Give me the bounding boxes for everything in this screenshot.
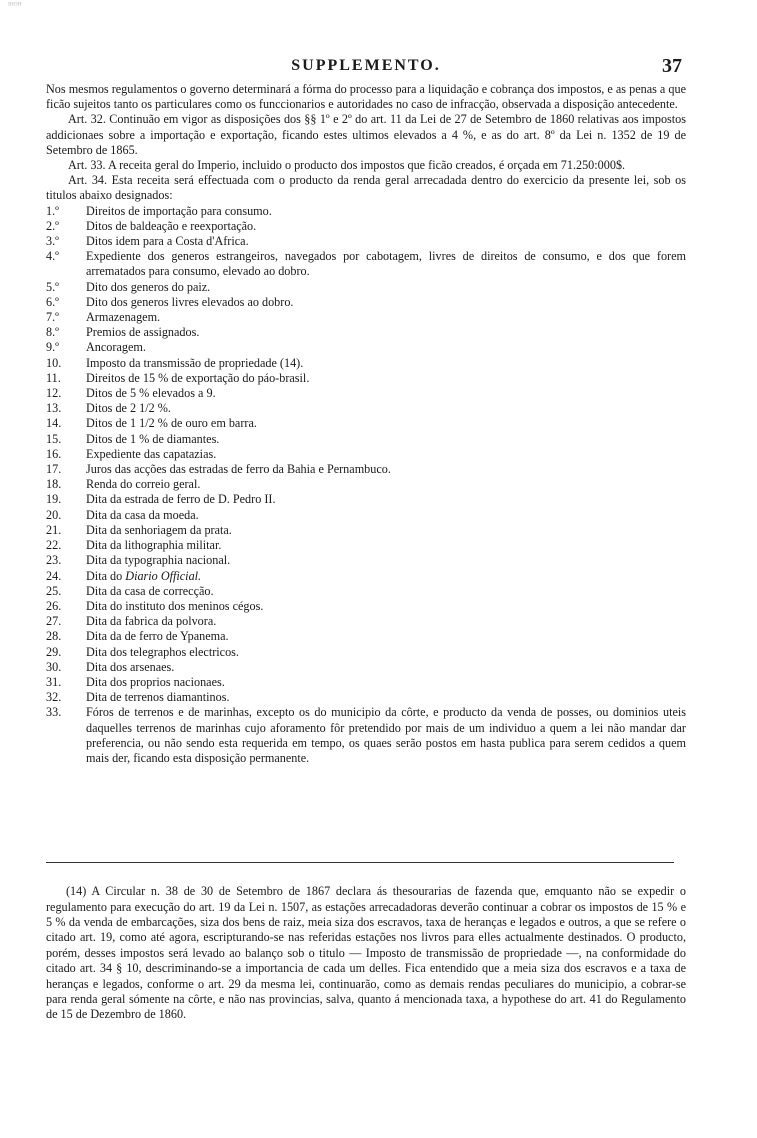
list-item [46, 599, 686, 614]
list-item [46, 234, 686, 249]
list-item [46, 614, 686, 629]
revenue-items-list [46, 204, 686, 767]
list-item-text [86, 584, 686, 599]
list-item-number: 10. [46, 355, 62, 370]
list-item-text [86, 675, 686, 690]
list-item-text [86, 310, 686, 325]
list-item-text-main: Armazenagem. [86, 310, 161, 325]
list-item-text [86, 614, 686, 629]
list-item-text-main: Ditos de 2 1/2 %. [86, 401, 171, 416]
list-item-text-main: Dita da senhoriagem da prata. [86, 522, 232, 537]
list-item [46, 401, 686, 416]
list-item-text [86, 477, 686, 492]
list-item-number: 5.º [46, 279, 59, 294]
list-item-text [86, 690, 686, 705]
list-item [46, 584, 686, 599]
paragraph-regulations: Nos mesmos regulamentos o governo determinará a fórma do processo para a liquidação e cobrança dos impostos, e as penas a que ficão sujeitos tanto os particulares como os funccionarios e autoridades no caso de infracção, observada a disposição antecedente. [46, 82, 686, 112]
list-item-text-main: Premios de assignados. [86, 325, 200, 340]
list-item-text-main: Dita da fabrica da polvora. [86, 614, 217, 629]
list-item-text [86, 569, 686, 584]
list-item-number: 33. [46, 705, 62, 720]
list-item-text [86, 599, 686, 614]
list-item-text [86, 416, 686, 431]
list-item-text-main: Dita dos proprios nacionaes. [86, 674, 225, 689]
list-item-text [86, 538, 686, 553]
list-item-number: 23. [46, 553, 62, 568]
list-item-number: 21. [46, 522, 62, 537]
list-item-text [86, 447, 686, 462]
list-item-text-main: Ditos de 1 1/2 % de ouro em barra. [86, 416, 257, 431]
list-item-text-main: Dita do [86, 568, 126, 583]
list-item-number: 2.º [46, 218, 59, 233]
list-item-number: 18. [46, 477, 62, 492]
list-item [46, 310, 686, 325]
list-item-text [86, 660, 686, 675]
list-item-text-main: Ancoragem. [86, 340, 146, 355]
list-item-number: 9.º [46, 340, 59, 355]
list-item [46, 371, 686, 386]
list-item-text-main: Juros das acções das estradas de ferro da Bahia e Pernambuco. [86, 462, 391, 477]
footnote-divider [46, 862, 674, 863]
list-item-text [86, 705, 686, 766]
list-item [46, 569, 686, 584]
list-item-number: 1.º [46, 203, 59, 218]
paragraph-art-33: Art. 33. A receita geral do Imperio, incluido o producto dos impostos que ficão creados, é orçada em 71.250:000$. [68, 158, 626, 173]
list-item-number: 17. [46, 462, 62, 477]
list-item-text [86, 386, 686, 401]
list-item-number: 26. [46, 598, 62, 613]
list-item-text-main: Dita do instituto dos meninos cégos. [86, 598, 264, 613]
list-item [46, 219, 686, 234]
page-body [46, 82, 686, 766]
list-item-text [86, 371, 686, 386]
list-item [46, 462, 686, 477]
list-item-text [86, 508, 686, 523]
list-item-number: 3.º [46, 234, 59, 249]
list-item-text-main: Expediente dos generos estrangeiros, navegados por cabotagem, livres de direitos de consumo, e dos que forem arrematados para consumo, elevado ao dobro. [86, 249, 686, 279]
list-item-text [86, 340, 686, 355]
list-item-text-main: Dita dos telegraphos electricos. [86, 644, 239, 659]
list-item [46, 508, 686, 523]
list-item-number: 11. [46, 370, 61, 385]
list-item-text-main: Ditos de baldeação e reexportação. [86, 218, 257, 233]
list-item-text-main: Ditos idem para a Costa d'Africa. [86, 234, 249, 249]
list-item [46, 204, 686, 219]
list-item [46, 432, 686, 447]
list-item [46, 645, 686, 660]
list-item-text [86, 432, 686, 447]
list-item-text [86, 401, 686, 416]
list-item-number: 32. [46, 690, 62, 705]
list-item-text-main: Dita da de ferro de Ypanema. [86, 629, 229, 644]
list-item-number: 4.º [46, 249, 59, 264]
list-item-text [86, 234, 686, 249]
list-item-text-main: Dita da casa de correcção. [86, 583, 214, 598]
list-item-number: 14. [46, 416, 62, 431]
list-item [46, 675, 686, 690]
list-item [46, 356, 686, 371]
list-item-number: 12. [46, 386, 62, 401]
list-item [46, 295, 686, 310]
list-item [46, 538, 686, 553]
page-title: SUPPLEMENTO. [291, 57, 441, 74]
list-item-text [86, 280, 686, 295]
list-item-number: 16. [46, 446, 62, 461]
list-item [46, 325, 686, 340]
footnote-14: (14) A Circular n. 38 de 30 de Setembro de 1867 declara ás thesourarias de fazenda que, emquanto não se expedir o regulamento para execução do art. 19 da Lei n. 1507, as estações arrecadadoras deverão continuar a cobrar os impostos de 15 % e 5 % da venda de embarcações, siza dos bens de raiz, meia siza dos escravos, taxa de heranças e legados e outros, a que se refere o citado art. 19, como até agora, escripturando-se nas referidas estações nos livros para elles actualmente destinados. O producto, porém, desses impostos será levado ao balanço sob o titulo — Imposto de transmissão de propriedade —, na conformidade do citado art. 34 § 10, descriminando-se a importancia de cada um delles. Fica entendido que a meia siza dos escravos e a taxa de heranças e legados, conforme o art. 29 da mesma lei, continuarão, como as demais rendas peculiares do municipio, a cobrar-se para renda geral sómente na côrte, e não nas provincias, salva, quanto á mencionada taxa, a hypothese do art. 41 do Regulamento de 15 de Dezembro de 1860. [46, 884, 686, 1022]
list-item-number: 15. [46, 431, 62, 446]
list-item [46, 660, 686, 675]
list-item-number: 24. [46, 568, 62, 583]
list-item-number: 31. [46, 674, 62, 689]
list-item-text-main: Expediente das capatazias. [86, 446, 217, 461]
list-item-text [86, 204, 686, 219]
list-item-number: 8.º [46, 325, 59, 340]
list-item [46, 523, 686, 538]
list-item-text-main: Dita da estrada de ferro de D. Pedro II. [86, 492, 276, 507]
list-item [46, 386, 686, 401]
list-item-text [86, 462, 686, 477]
scan-mark: ᴵᴴᴼᴴ [8, 0, 22, 10]
list-item [46, 447, 686, 462]
list-item-text [86, 325, 686, 340]
list-item-text [86, 629, 686, 644]
list-item-number: 28. [46, 629, 62, 644]
list-item-text-main: Direitos de 15 % de exportação do páo-brasil. [86, 370, 310, 385]
list-item [46, 492, 686, 507]
list-item-number: 20. [46, 507, 62, 522]
list-item-text-italic: Diario Official. [125, 568, 202, 583]
list-item-number: 7.º [46, 310, 59, 325]
list-item-text [86, 492, 686, 507]
list-item-number: 22. [46, 538, 62, 553]
list-item-text-main: Dita da typographia nacional. [86, 553, 231, 568]
list-item [46, 280, 686, 295]
list-item-text [86, 553, 686, 568]
list-item [46, 705, 686, 766]
list-item-text-main: Dita da lithographia militar. [86, 538, 222, 553]
list-item-text [86, 295, 686, 310]
list-item-text [86, 645, 686, 660]
list-item [46, 477, 686, 492]
list-item-text-main: Direitos de importação para consumo. [86, 203, 272, 218]
list-item-number: 27. [46, 614, 62, 629]
page-header [46, 55, 686, 79]
list-item-text-main: Dita da casa da moeda. [86, 507, 199, 522]
page-number: 37 [662, 55, 682, 77]
list-item [46, 690, 686, 705]
list-item-number: 25. [46, 583, 62, 598]
list-item-text-main: Dito dos generos livres elevados ao dobro. [86, 294, 294, 309]
list-item-number: 29. [46, 644, 62, 659]
list-item-text-main: Dita dos arsenaes. [86, 659, 175, 674]
list-item-text-main: Ditos de 1 % de diamantes. [86, 431, 220, 446]
list-item-number: 30. [46, 659, 62, 674]
list-item-text-main: Fóros de terrenos e de marinhas, excepto os do municipio da côrte, e producto da venda de posses, ou dominios uteis daquelles terrenos de marinhas cujo aforamento fôr pretendido por mais de um individuo a quem a lei não mandar dar preferencia, ou não sendo esta requerida em tempo, os quaes serão postos em hasta publica para serem cedidos a quem mais der, ficando esta disposição permanente. [86, 705, 686, 765]
list-item-text-main: Imposto da transmissão de propriedade (14). [86, 355, 304, 370]
list-item-number: 6.º [46, 294, 59, 309]
list-item [46, 553, 686, 568]
list-item-text-main: Renda do correio geral. [86, 477, 201, 492]
list-item-text-main: Dito dos generos do paiz. [86, 279, 211, 294]
list-item-text [86, 523, 686, 538]
list-item-text [86, 356, 686, 371]
list-item [46, 249, 686, 279]
list-item-text-main: Ditos de 5 % elevados a 9. [86, 386, 216, 401]
list-item [46, 629, 686, 644]
list-item-number: 19. [46, 492, 62, 507]
paragraph-art-32: Art. 32. Continuão em vigor as disposições dos §§ 1º e 2º do art. 11 da Lei de 27 de Setembro de 1860 relativas aos impostos addicionaes sobre a importação e exportação, ficando estes ultimos elevados a 4 %, e as do art. 8º da Lei n. 1352 de 19 de Setembro de 1865. [46, 112, 686, 157]
list-item [46, 416, 686, 431]
paragraph-art-34: Art. 34. Esta receita será effectuada com o producto da renda geral arrecadada dentro do exercicio da presente lei, sob os titulos abaixo designados: [46, 173, 686, 203]
list-item-text-main: Dita de terrenos diamantinos. [86, 690, 230, 705]
list-item-number: 13. [46, 401, 62, 416]
list-item-text [86, 219, 686, 234]
list-item-text [86, 249, 686, 279]
list-item [46, 340, 686, 355]
